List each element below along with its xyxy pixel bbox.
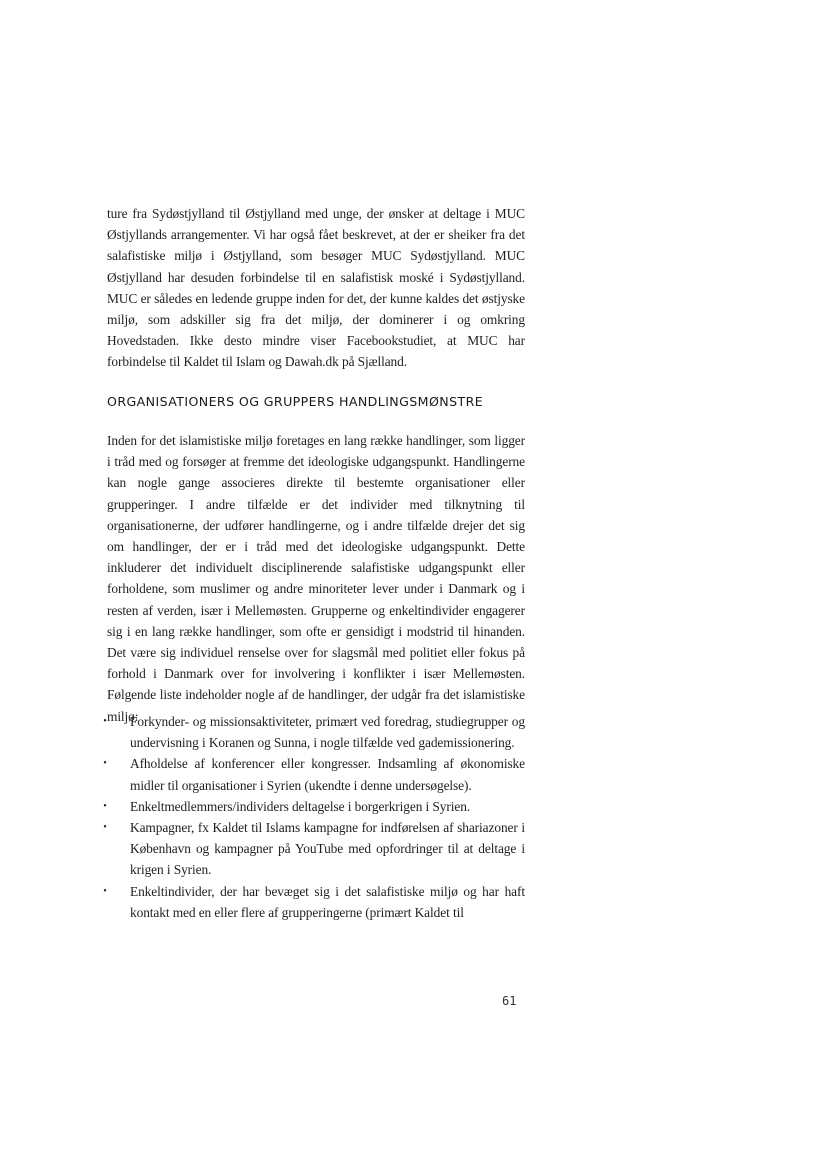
bullet-icon: • (103, 758, 107, 770)
intro-paragraph: ture fra Sydøstjylland til Østjylland med unge, der ønsker at deltage i MUC Østjyllands arrangementer. Vi har også fået beskrevet, at der er sheiker fra det salafistiske miljø i Østjylland, som besøger MUC Sydøstjylland. MUC Østjylland har desuden forbindelse til en salafistisk moské i Sydøstjylland. MUC er således en ledende gruppe inden for det, der kunne kaldes det østjyske miljø, som adskiller sig fra det miljø, der dominerer i og omkring Hovedstaden. Ikke desto mindre viser Facebookstudiet, at MUC har forbindelse til Kaldet til Islam og Dawah.dk på Sjælland. (107, 206, 525, 370)
bullet-icon: • (103, 800, 107, 812)
bullet-icon: • (103, 716, 107, 727)
list-item-text: Enkeltindivider, der har bevæget sig i det salafistiske miljø og har haft kontakt med en eller flere af grupperingerne (primært Kaldet til (130, 883, 525, 920)
section-heading: ORGANISATIONERS OG GRUPPERS HANDLINGSMØNSTRE (107, 394, 484, 409)
page-number: 61 (502, 994, 517, 1008)
list-item-text: Kampagner, fx Kaldet til Islams kampagne for indførelsen af shariazoner i København og kampagner på YouTube med opfordringer til at deltage i krigen i Syrien. (130, 820, 525, 878)
list-item-text: Enkeltmedlemmers/individers deltagelse i borgerkrigen i Syrien. (130, 798, 471, 814)
list-item (103, 796, 525, 817)
list-item (103, 753, 525, 795)
list-item-text: Afholdelse af konferencer eller kongresser. Indsamling af økonomiske midler til organisationer i Syrien (ukendte i denne undersøgelse). (130, 756, 525, 793)
list-item (103, 817, 525, 881)
list-item (103, 881, 525, 923)
section-paragraph: Inden for det islamistiske miljø foretages en lang række handlinger, som ligger i tråd med og forsøger at fremme det ideologiske udgangspunkt. Handlingerne kan nogle gange associeres direkte til bestemte organisationer eller grupperinger. I andre tilfælde er det individer med tilknytning til organisationerne, der udfører handlingerne, og i andre tilfælde drejer det sig om handlinger, der er i tråd med det ideologiske udgangspunkt. Dette inkluderer det individuelt disciplinerende salafistiske udgangspunkt eller forholdene, som muslimer og andre minoriteter lever under i Danmark og i resten af verden, især i Mellemøsten. Grupperne og enkeltindivider engagerer sig i en lang række handlinger, som ofte er gensidigt i modstrid til hinanden. Det være sig individuel renselse over for slagsmål med politiet eller fokus på forhold i Danmark over for involvering i konflikter i især Mellemøsten. Følgende liste indeholder nogle af de handlinger, der udgår fra det islamistiske miljø: (107, 433, 525, 724)
bullet-list (103, 711, 525, 923)
list-item-text: Forkynder- og missionsaktiviteter, primært ved foredrag, studiegrupper og undervisning i Koranen og Sunna, i nogle tilfælde ved gademissionering. (130, 714, 525, 751)
list-item (103, 711, 525, 753)
bullet-icon: • (103, 885, 107, 897)
bullet-icon: • (103, 822, 107, 834)
